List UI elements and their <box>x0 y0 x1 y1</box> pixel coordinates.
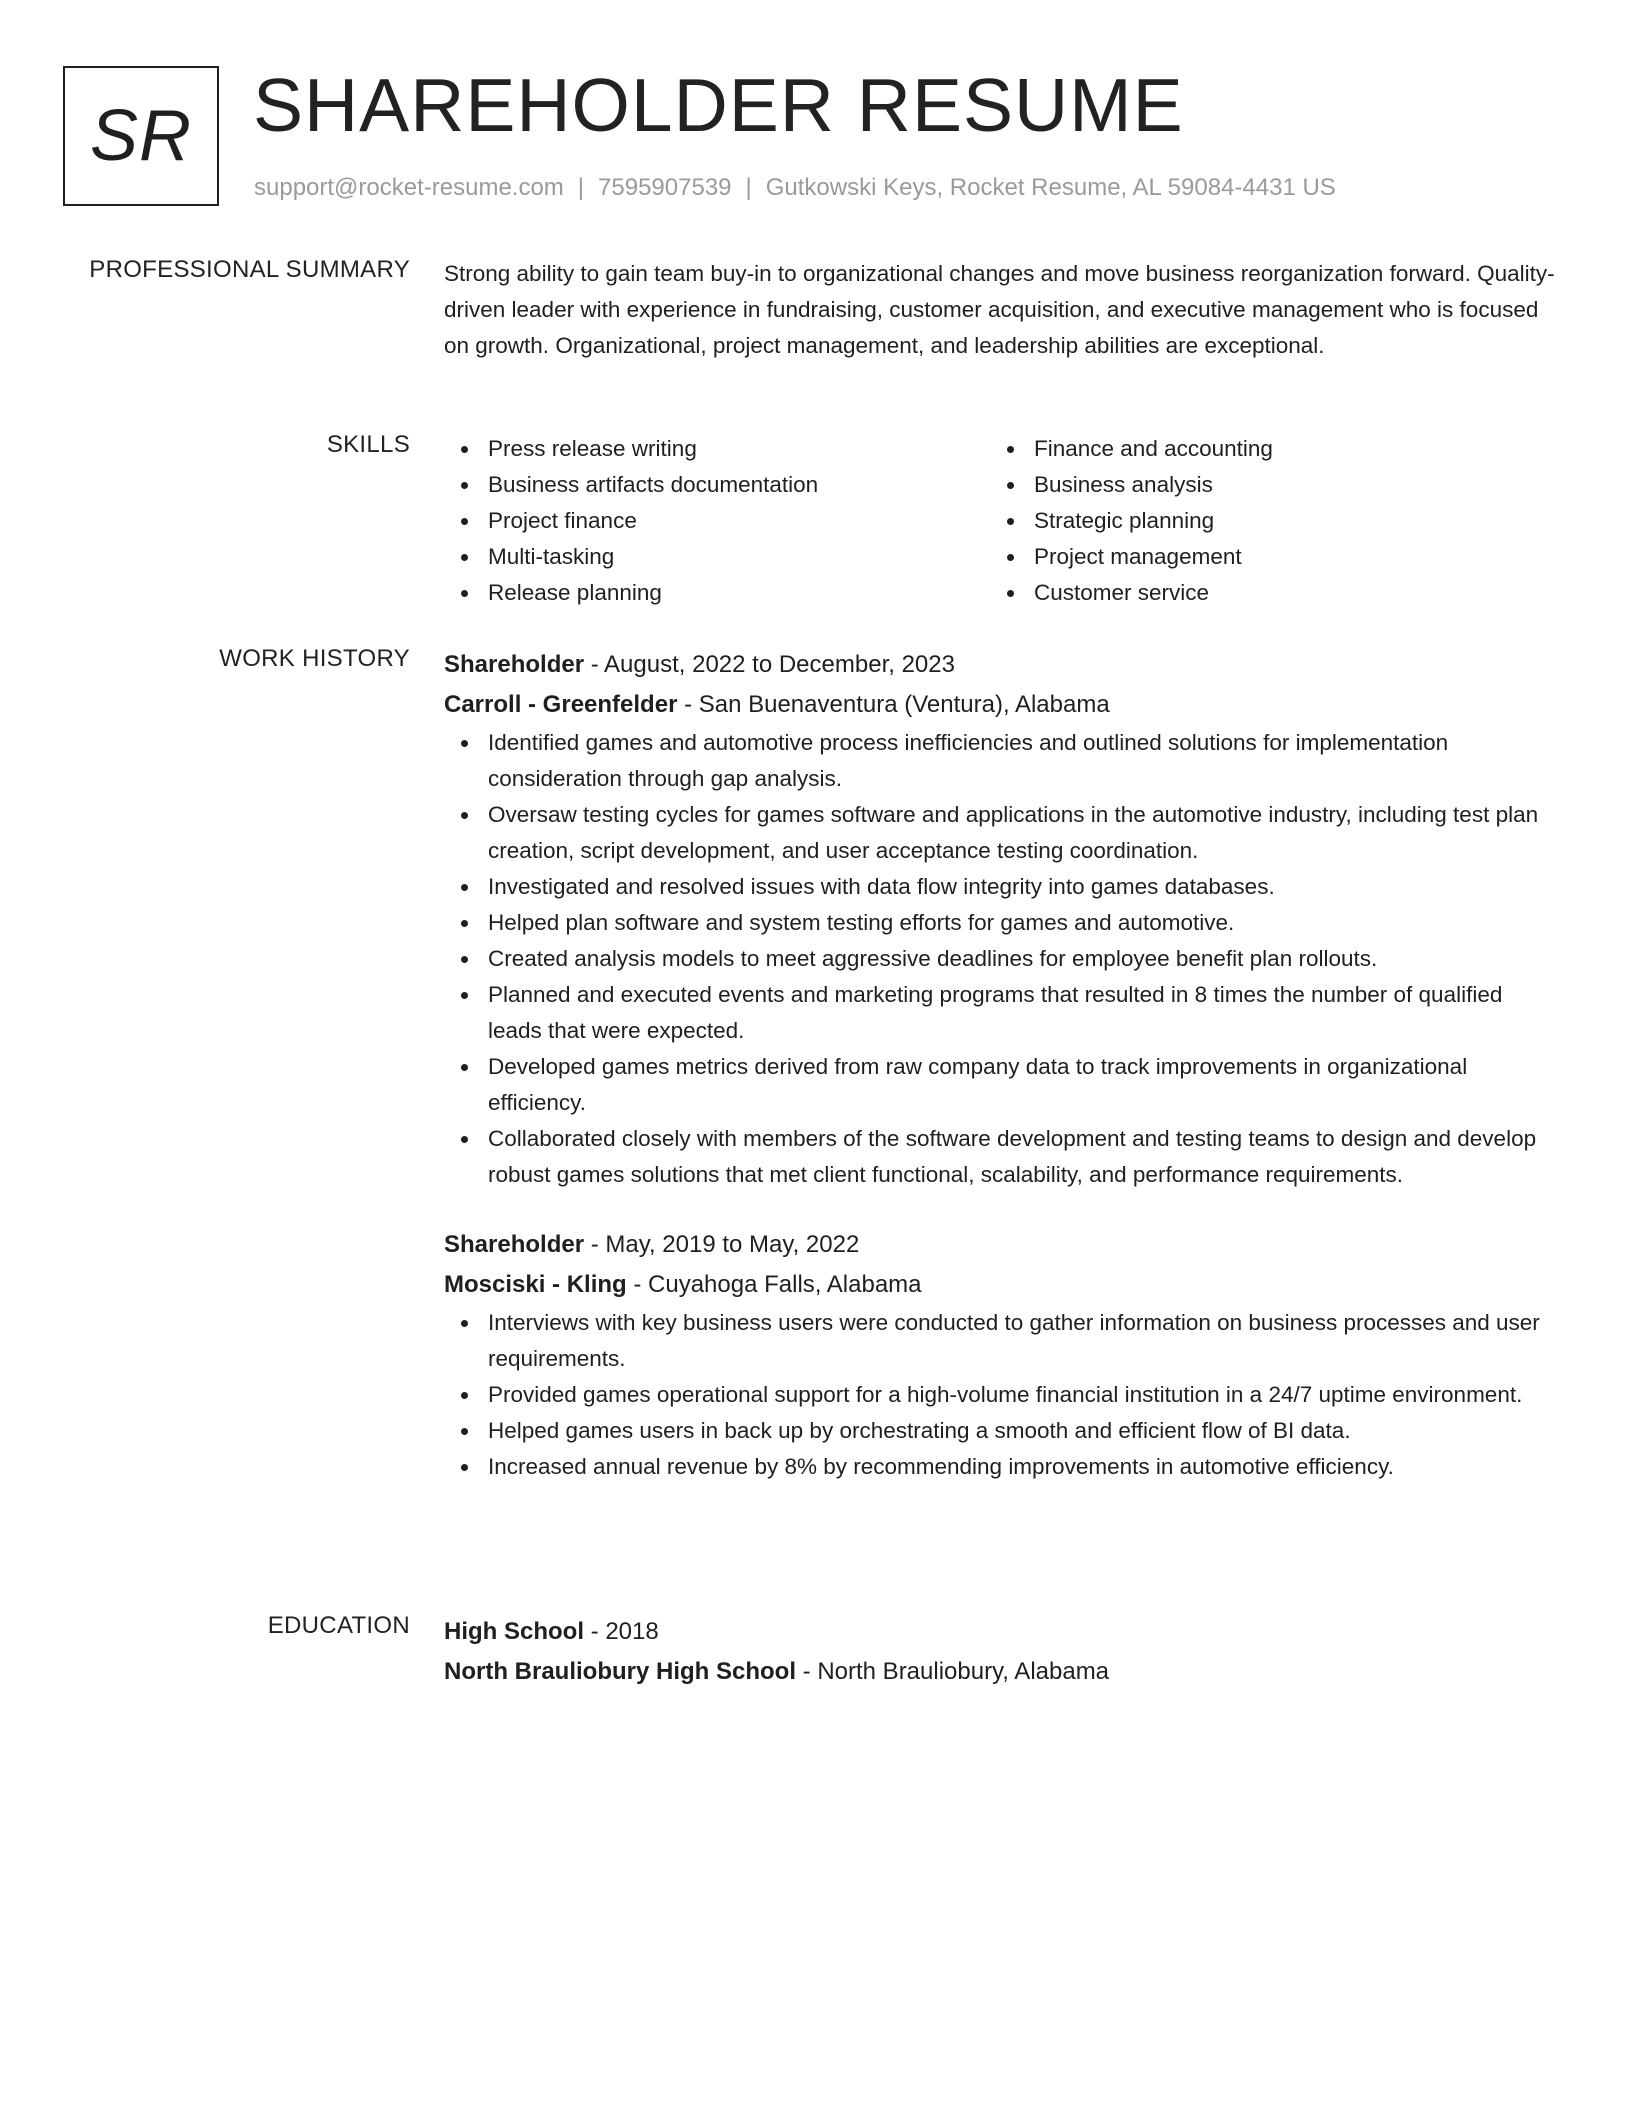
resume-header <box>63 63 1563 212</box>
job-bullet: Collaborated closely with members of the software development and testing teams to design and develop robust games solutions that met client functional, scalability, and performance requirements. <box>444 1121 1556 1193</box>
job-bullet: Interviews with key business users were conducted to gather information on business processes and user requirements. <box>444 1305 1556 1377</box>
education-body <box>444 1612 1556 1692</box>
skill-item: Finance and accounting <box>990 431 1536 467</box>
skill-item: Project management <box>990 539 1536 575</box>
job-bullet: Planned and executed events and marketing programs that resulted in 8 times the number of qualified leads that were expected. <box>444 977 1556 1049</box>
job-bullet: Increased annual revenue by 8% by recommending improvements in automotive efficiency. <box>444 1449 1556 1485</box>
section-title-summary: PROFESSIONAL SUMMARY <box>89 256 410 283</box>
job-bullets <box>444 1305 1556 1485</box>
job-bullet: Developed games metrics derived from raw company data to track improvements in organizational efficiency. <box>444 1049 1556 1121</box>
job-location: - San Buenaventura (Ventura), Alabama <box>677 691 1110 718</box>
section-title-work-history: WORK HISTORY <box>219 645 410 672</box>
education-degree: High School <box>444 1618 584 1645</box>
job-bullets <box>444 725 1556 1193</box>
work-history-body <box>444 645 1556 1485</box>
monogram-box: SR <box>63 66 219 206</box>
resume-name: SHAREHOLDER RESUME <box>253 63 1184 147</box>
job-title-line <box>444 645 1556 685</box>
education-degree-line <box>444 1612 1556 1652</box>
contact-separator: | <box>577 174 585 201</box>
job-bullet: Oversaw testing cycles for games software and applications in the automotive industry, including test plan creation, script development, and user acceptance testing coordination. <box>444 797 1556 869</box>
job-company-line <box>444 685 1556 725</box>
skill-item: Business artifacts documentation <box>444 467 990 503</box>
skill-item: Press release writing <box>444 431 990 467</box>
job-bullet: Helped plan software and system testing efforts for games and automotive. <box>444 905 1556 941</box>
skill-item: Business analysis <box>990 467 1536 503</box>
education-school-line <box>444 1652 1556 1692</box>
job-bullet: Investigated and resolved issues with data flow integrity into games databases. <box>444 869 1556 905</box>
skill-item: Strategic planning <box>990 503 1536 539</box>
job-dates: - August, 2022 to December, 2023 <box>584 651 955 678</box>
skill-item: Project finance <box>444 503 990 539</box>
skills-list-right <box>990 431 1536 611</box>
job-role: Shareholder <box>444 651 585 678</box>
job-bullet: Provided games operational support for a high-volume financial institution in a 24/7 uptime environment. <box>444 1377 1556 1413</box>
job-company: Carroll - Greenfelder <box>444 691 678 718</box>
contact-line <box>254 174 1336 202</box>
job-bullet: Identified games and automotive process inefficiencies and outlined solutions for implementation consideration through gap analysis. <box>444 725 1556 797</box>
education-year: - 2018 <box>584 1618 659 1645</box>
job-company: Mosciski - Kling <box>444 1271 627 1298</box>
job-company-line <box>444 1265 1556 1305</box>
education-location: - North Brauliobury, Alabama <box>796 1658 1110 1685</box>
contact-address: Gutkowski Keys, Rocket Resume, AL 59084-4431 US <box>765 174 1336 201</box>
contact-email: support@rocket-resume.com <box>254 174 564 201</box>
section-title-education: EDUCATION <box>267 1612 410 1639</box>
skill-item: Multi-tasking <box>444 539 990 575</box>
summary-text: Strong ability to gain team buy-in to organizational changes and move business reorganization forward. Quality-driven leader with experience in fundraising, customer acquisition, and executive management who is focused on growth. Organizational, project management, and leadership abilities are exceptional. <box>444 261 1555 358</box>
summary-body <box>444 256 1556 364</box>
skill-item: Customer service <box>990 575 1536 611</box>
job-role: Shareholder <box>444 1231 585 1258</box>
job-dates: - May, 2019 to May, 2022 <box>584 1231 860 1258</box>
job-bullet: Helped games users in back up by orchestrating a smooth and efficient flow of BI data. <box>444 1413 1556 1449</box>
contact-separator: | <box>745 174 752 201</box>
job-title-line <box>444 1225 1556 1265</box>
skills-body <box>444 431 1556 611</box>
job-location: - Cuyahoga Falls, Alabama <box>626 1271 922 1298</box>
job-entry <box>444 645 1556 1193</box>
section-title-skills: SKILLS <box>326 431 410 458</box>
skill-item: Release planning <box>444 575 990 611</box>
skills-list-left <box>444 431 990 611</box>
contact-phone: 7595907539 <box>598 174 732 201</box>
job-entry <box>444 1225 1556 1485</box>
job-bullet: Created analysis models to meet aggressive deadlines for employee benefit plan rollouts. <box>444 941 1556 977</box>
education-school: North Brauliobury High School <box>444 1658 796 1685</box>
